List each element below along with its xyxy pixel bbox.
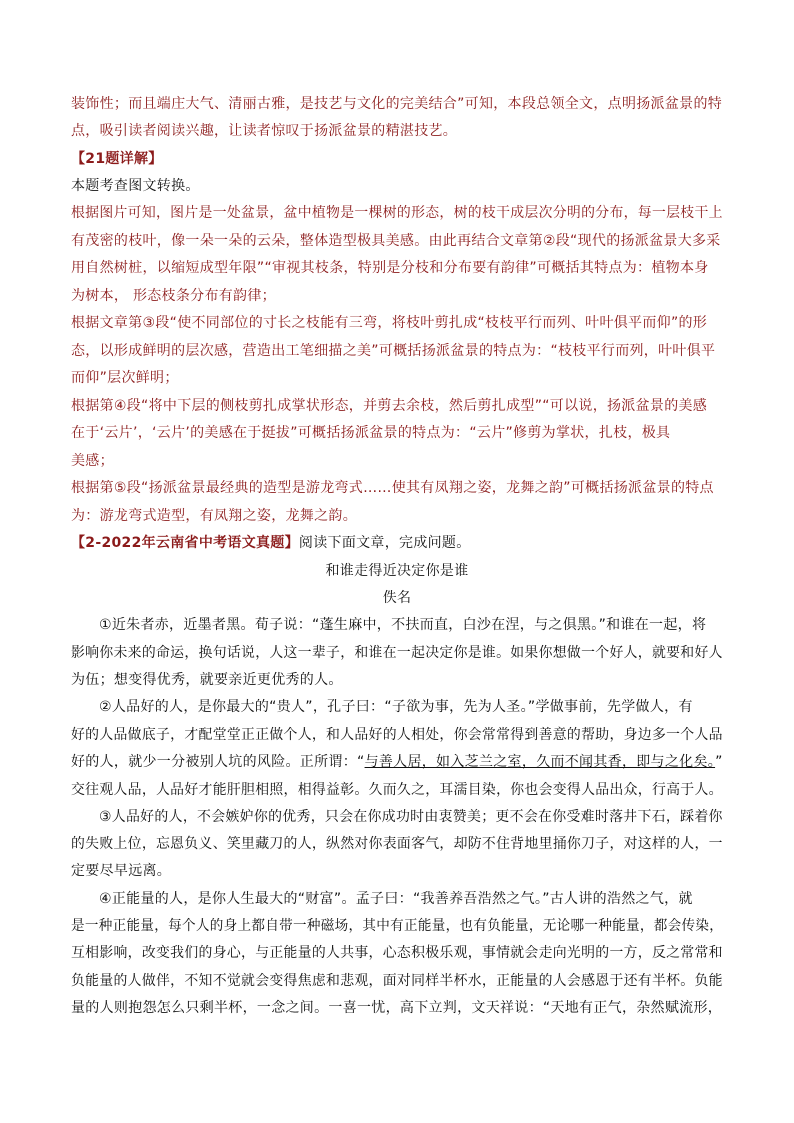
q21-line: 根据第④段“将中下层的侧枝剪扎成掌状形态，并剪去余枝，然后剪扎成型”“可以说，扬派盆景的美感 — [71, 398, 708, 414]
article-line — [71, 752, 723, 772]
analysis-line: 点，吸引读者阅读兴趣，让读者惊叹于扬派盆景的精湛技艺。 — [71, 123, 458, 139]
article-line: 互相影响，改变我们的身心，与正能量的人共事，心态积极乐观，事情就会走向光明的一方，反之常常和 — [71, 945, 723, 961]
underlined-quote: 与善人居，如入芝兰之室，久而不闻其香，即与之化矣。 — [364, 754, 716, 770]
article-line: 的失败上位，忘恩负义、笑里藏刀的人，纵然对你表面客气，却防不住背地里捅你刀子，对这样的人，一 — [71, 836, 723, 852]
article-author: 佚名 — [382, 590, 412, 606]
article-title: 和谁走得近决定你是谁 — [325, 563, 469, 579]
q21-line: 根据图片可知，图片是一处盆景，盆中植物是一棵树的形态，树的枝干成层次分明的分布，每一层枝干上 — [71, 205, 723, 221]
q21-line: 根据文章第③段“使不同部位的寸长之枝能有三弯，将枝叶剪扎成“枝枝平行而列、叶叶俱平而仰”的形 — [71, 315, 708, 331]
article-line: 是一种正能量，每个人的身上都自带一种磁场，其中有正能量，也有负能量，无论哪一种能量，都会传染， — [71, 918, 724, 934]
article-line: ④正能量的人，是你人生最大的“财富”。孟子曰：“我善养吾浩然之气。”古人讲的浩然之气，就 — [99, 891, 693, 907]
q21-line: 在于‘云片’，‘云片’的美感在于挺拔”可概括扬派盆景的特点为：“云片”修剪为掌状，扎枝，极具 — [71, 425, 671, 441]
q21-line: 有茂密的枝叶，像一朵一朵的云朵，整体造型极具美感。由此再结合文章第②段“现代的扬派盆景大多采 — [71, 233, 721, 249]
q21-line: 美感； — [71, 453, 114, 469]
article-line: ③人品好的人，不会嫉妒你的优秀，只会在你成功时由衷赞美；更不会在你受难时落井下石，踩着你 — [99, 809, 723, 825]
q21-line: 为树本， 形态枝条分布有韵律； — [71, 288, 276, 304]
article-line: 量的人则抱怨怎么只剩半杯，一念之间。一喜一忧，高下立判，文天祥说：“天地有正气，杂然赋流形， — [71, 1000, 723, 1016]
article-line: 负能量的人做伴，不知不觉就会变得焦虑和悲观，面对同样半杯水，正能量的人会感恩于还有半杯。负能 — [71, 973, 723, 989]
analysis-line: 装饰性；而且端庄大气、清丽古雅，是技艺与文化的完美结合”可知，本段总领全文，点明扬派盆景的特 — [71, 96, 723, 112]
article-line: ②人品好的人，是你最大的“贵人”，孔子曰：“子欲为事，先为人圣。”学做事前，先学做人，有 — [99, 699, 693, 715]
q21-line: 而仰”层次鲜明； — [71, 370, 179, 386]
article-line: 交往观人品，人品好才能肝胆相照，相得益彰。久而久之，耳濡目染，你也会变得人品出众，行高于人。 — [71, 782, 723, 798]
q21-line: 态，以形成鲜明的层次感，营造出工笔细描之美”可概括扬派盆景的特点为：“枝枝平行而列，叶叶俱平 — [71, 343, 716, 359]
q21-line: 用自然树桩，以缩短成型年限”“审视其枝条，特别是分枝和分布要有韵律”可概括其特点为：植物本身 — [71, 260, 709, 276]
q21-heading: 【21题详解】 — [71, 151, 163, 167]
exam-instruction: 阅读下面文章，完成问题。 — [298, 535, 471, 551]
q21-intro: 本题考查图文转换。 — [71, 178, 200, 194]
article-line: ①近朱者赤，近墨者黑。荀子说：“蓬生麻中，不扶而直，白沙在涅，与之俱黑。”和谁在一起，将 — [99, 617, 707, 633]
article-line: 定要尽早远离。 — [71, 863, 172, 879]
exam-source-tag: 【2-2022年云南省中考语文真题】 — [71, 535, 299, 551]
exam-intro — [71, 533, 471, 553]
q21-line: 根据第⑤段“扬派盆景最经典的造型是游龙弯式……使其有凤翔之姿，龙舞之韵”可概括扬派盆景的特点 — [71, 480, 714, 496]
article-text: ” — [715, 754, 723, 770]
article-line: 为伍；想变得优秀，就要亲近更优秀的人。 — [71, 672, 343, 688]
q21-line: 为：游龙弯式造型，有凤翔之姿，龙舞之韵。 — [71, 508, 357, 524]
article-line: 好的人品做底子，才配堂堂正正做个人，和人品好的人相处，你会常常得到善意的帮助，身边多一个人品 — [71, 727, 723, 743]
article-line: 影响你未来的命运，换句话说，人这一辈子，和谁在一起决定你是谁。如果你想做一个好人，就要和好人 — [71, 645, 723, 661]
article-text: 好的人，就少一分被别人坑的风险。正所谓：“ — [71, 754, 365, 770]
